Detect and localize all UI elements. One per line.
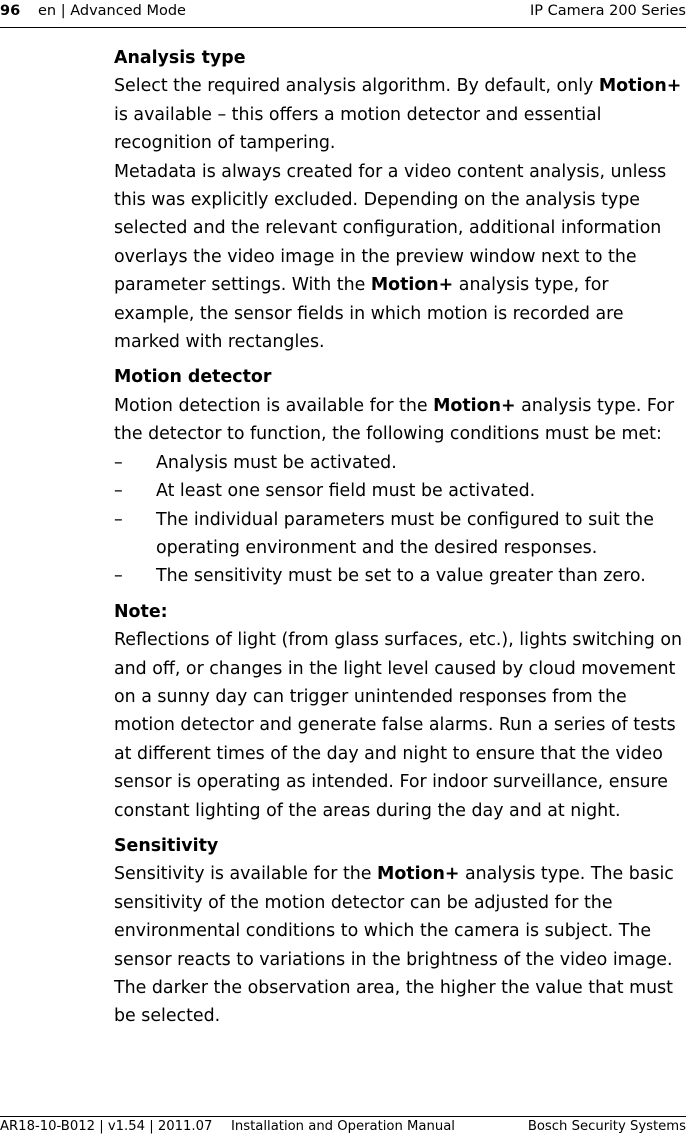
text-run: Motion detection is available for the [114,395,434,416]
dash-bullet: – [114,452,123,473]
page-number: 96 [0,3,21,19]
text-run: is available – this offers a motion detector and essential recognition of tampering. [114,104,602,154]
header-product-name: IP Camera 200 Series [529,3,686,19]
bold-term-motion-plus: Motion+ [370,275,454,296]
bold-term-motion-plus: Motion+ [598,76,682,97]
page-header [0,0,686,28]
heading-motion-detector: Motion detector [114,367,272,388]
section-sensitivity [114,832,684,1031]
dash-bullet: – [114,481,123,502]
paragraph-note: Reflections of light (from glass surfaces, etc.), lights switching on and off, or changes in the light level caused by cloud movement on a sunny day can trigger unintended responses from the motion detector and generate false alarms. Run a series of tests at different times of the day and night to ensure that the video sensor is operating as intended. For indoor surveillance, ensure constant lighting of the areas during the day and at night. [114,630,683,821]
paragraph-motion-detector [114,392,684,449]
section-analysis-type [114,44,684,356]
list-item-text: The individual parameters must be configured to suit the operating environment and the desired responses. [156,509,654,558]
dash-bullet: – [114,509,123,530]
heading-sensitivity: Sensitivity [114,835,219,856]
heading-analysis-type: Analysis type [114,48,246,68]
list-item [114,562,684,590]
paragraph-analysis-type-metadata [114,158,684,357]
conditions-list [114,449,684,591]
footer-manual-title: Installation and Operation Manual [231,1119,455,1134]
footer-document-id: AR18-10-B012 | v1.54 | 2011.07 [0,1119,213,1134]
section-note [114,598,684,825]
text-run: Sensitivity is available for the [114,864,378,885]
paragraph-analysis-type-intro [114,72,684,157]
list-item [114,449,684,477]
footer-company-name: Bosch Security Systems [527,1119,686,1134]
page-content [114,44,684,1038]
page-footer [0,1116,686,1136]
text-run: analysis type. For the detector to function, the following conditions must be met: [114,395,675,445]
list-item [114,477,684,505]
header-section-title: en | Advanced Mode [38,3,186,19]
bold-term-motion-plus: Motion+ [433,395,516,416]
dash-bullet: – [114,566,123,587]
bold-term-motion-plus: Motion+ [377,864,460,885]
text-run: Select the required analysis algorithm. By default, only [114,76,599,97]
text-run: Metadata is always created for a video content analysis, unless this was explicitly excluded. Depending on the analysis type selected and the relevant configuration, additional information overlays the video image in the preview window next to the parameter settings. With the [114,161,667,296]
list-item-text: At least one sensor field must be activated. [156,481,536,502]
list-item-text: Analysis must be activated. [156,452,397,473]
text-run: analysis type. The basic sensitivity of the motion detector can be adjusted for the environmental conditions to which the camera is subject. The sensor reacts to variations in the brightness of the video image. The darker the observation area, the higher the value that must be selected. [114,864,674,1027]
paragraph-sensitivity [114,860,684,1030]
list-item [114,506,684,563]
heading-note: Note: [114,601,168,622]
section-motion-detector [114,363,684,590]
list-item-text: The sensitivity must be set to a value greater than zero. [156,566,646,587]
text-run: analysis type, for example, the sensor fields in which motion is recorded are marked with rectangles. [114,275,624,353]
